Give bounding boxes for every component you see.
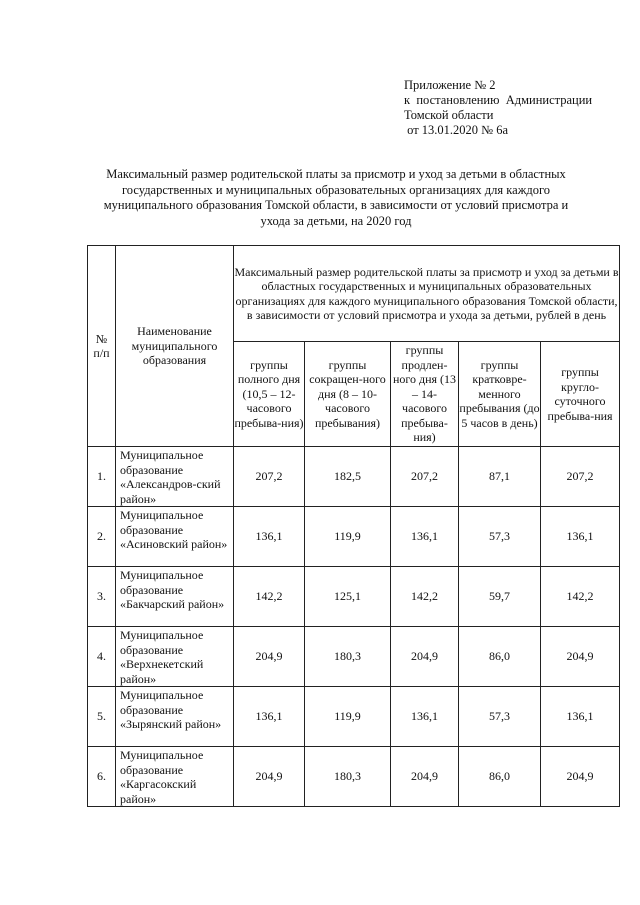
fee-table [87, 245, 620, 807]
row-number: 6. [88, 747, 116, 807]
row-number: 2. [88, 507, 116, 567]
fee-cell: 142,2 [541, 567, 620, 627]
fee-cell: 86,0 [459, 627, 541, 687]
row-number: 3. [88, 567, 116, 627]
fee-cell: 142,2 [391, 567, 459, 627]
fee-cell: 136,1 [234, 507, 305, 567]
municipality-name: Муниципальное образование «Александров-ский район» [116, 447, 234, 507]
table-row [88, 747, 620, 807]
fee-cell: 119,9 [305, 507, 391, 567]
document-title: Максимальный размер родительской платы за присмотр и уход за детьми в областных государственных и муниципальных образовательных организациях для каждого муниципального образования Томской области, в зависимости от условий присмотра и ухода за детьми, на 2020 год [103, 167, 569, 228]
fee-cell: 142,2 [234, 567, 305, 627]
column-header-round-the-clock: группы кругло-суточного пребыва-ния [541, 342, 620, 447]
annex-block [404, 78, 592, 138]
fee-cell: 204,9 [391, 747, 459, 807]
fee-cell: 57,3 [459, 687, 541, 747]
column-header-short-day: группы сокращен-ного дня (8 – 10-часового пребывания) [305, 342, 391, 447]
fee-cell: 59,7 [459, 567, 541, 627]
fee-cell: 182,5 [305, 447, 391, 507]
annex-line: к постановлению Администрации [404, 93, 593, 107]
table-row [88, 447, 620, 507]
annex-line: от 13.01.2020 № 6а [404, 123, 509, 137]
fee-cell: 207,2 [391, 447, 459, 507]
table-row [88, 507, 620, 567]
fee-cell: 136,1 [541, 687, 620, 747]
municipality-name: Муниципальное образование «Асиновский район» [116, 507, 234, 567]
column-header-number: № п/п [88, 246, 116, 447]
table-row [88, 627, 620, 687]
table-row [88, 567, 620, 627]
fee-cell: 204,9 [541, 627, 620, 687]
municipality-name: Муниципальное образование «Зырянский район» [116, 687, 234, 747]
column-header-short-stay: группы кратковре-менного пребывания (до 5 часов в день) [459, 342, 541, 447]
fee-cell: 87,1 [459, 447, 541, 507]
fee-cell: 57,3 [459, 507, 541, 567]
column-header-name: Наименование муниципального образования [116, 246, 234, 447]
municipality-name: Муниципальное образование «Верхнекетский район» [116, 627, 234, 687]
fee-cell: 119,9 [305, 687, 391, 747]
column-group-header: Максимальный размер родительской платы за присмотр и уход за детьми в областных государственных и муниципальных образовательных организациях для каждого муниципального образования Томской области, в зависимости от условий присмотра и ухода за детьми, рублей в день [234, 246, 620, 342]
fee-cell: 136,1 [391, 687, 459, 747]
row-number: 5. [88, 687, 116, 747]
fee-cell: 204,9 [234, 627, 305, 687]
fee-cell: 207,2 [541, 447, 620, 507]
fee-cell: 136,1 [391, 507, 459, 567]
row-number: 1. [88, 447, 116, 507]
fee-cell: 86,0 [459, 747, 541, 807]
fee-cell: 204,9 [391, 627, 459, 687]
fee-cell: 204,9 [234, 747, 305, 807]
fee-cell: 136,1 [541, 507, 620, 567]
municipality-name: Муниципальное образование «Каргасокский район» [116, 747, 234, 807]
municipality-name: Муниципальное образование «Бакчарский район» [116, 567, 234, 627]
fee-cell: 180,3 [305, 747, 391, 807]
fee-cell: 204,9 [541, 747, 620, 807]
fee-cell: 136,1 [234, 687, 305, 747]
fee-cell: 207,2 [234, 447, 305, 507]
fee-cell: 125,1 [305, 567, 391, 627]
table-row [88, 687, 620, 747]
annex-line: Приложение № 2 [404, 78, 496, 92]
row-number: 4. [88, 627, 116, 687]
column-header-full-day: группы полного дня (10,5 – 12-часового пребыва-ния) [234, 342, 305, 447]
fee-cell: 180,3 [305, 627, 391, 687]
column-header-extended-day: группы продлен-ного дня (13 – 14-часового пребыва-ния) [391, 342, 459, 447]
annex-line: Томской области [404, 108, 494, 122]
